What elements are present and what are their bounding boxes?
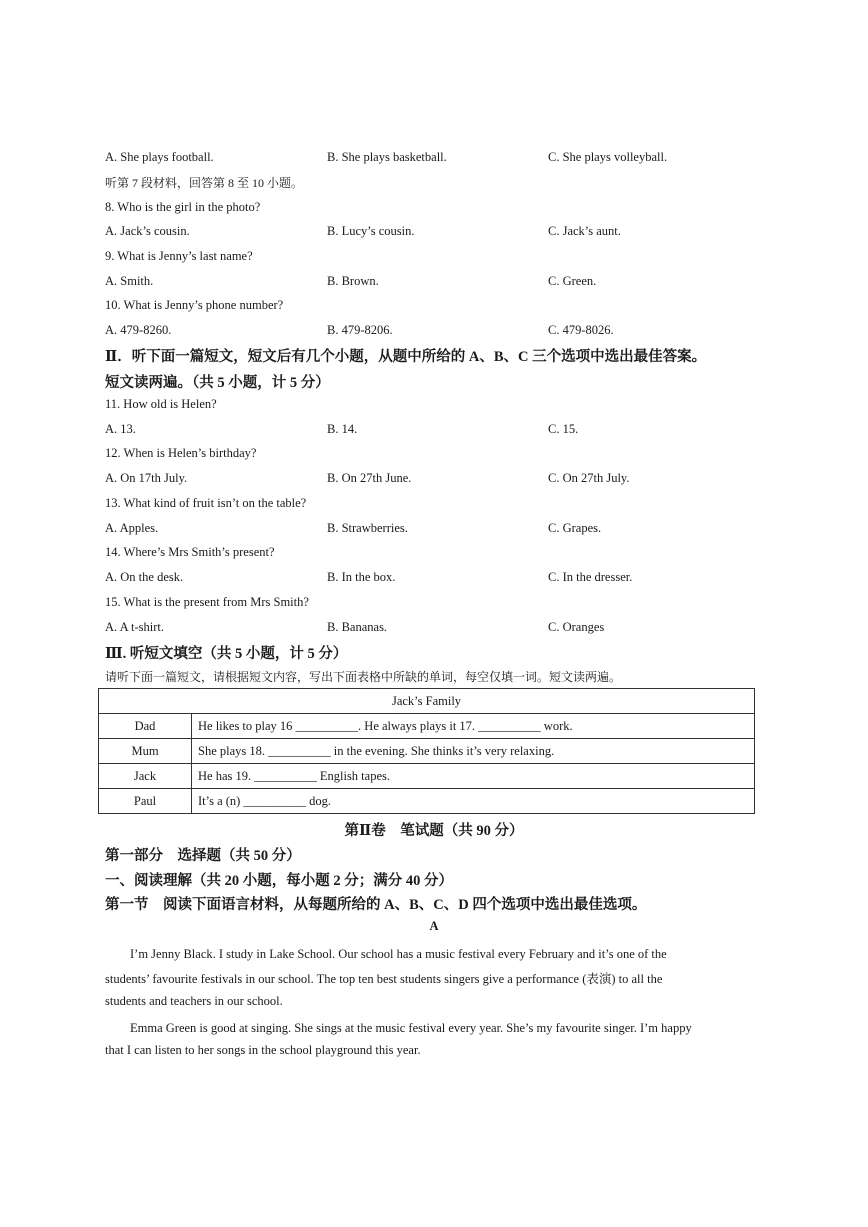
jacks-family-table xyxy=(98,688,755,814)
instruction-8-10: 听第 7 段材料，回答第 8 至 10 小题。 xyxy=(105,176,304,190)
section-3-instruction: 请听下面一篇短文，请根据短文内容，写出下面表格中所缺的单词，每空仅填一词。短文读两遍。 xyxy=(105,670,622,684)
part-2-title: 第Ⅱ卷 笔试题（共 90 分） xyxy=(344,823,524,839)
section-1-title: 第一节 阅读下面语言材料，从每题所给的 A、B、C、D 四个选项中选出最佳选项。 xyxy=(105,897,647,913)
q12-option-b: B. On 27th June. xyxy=(327,471,412,485)
passage-line: Emma Green is good at singing. She sings at the music festival every year. She’s my favourite singer. I’m happy xyxy=(105,1021,692,1035)
q10-option-a: A. 479-8260. xyxy=(105,323,172,337)
table-cell-name: Paul xyxy=(99,789,192,814)
q8-option-a: A. Jack’s cousin. xyxy=(105,224,190,238)
q13-stem: 13. What kind of fruit isn’t on the table? xyxy=(105,496,307,510)
passage-line: students and teachers in our school. xyxy=(105,994,283,1008)
reading-section-title: 一、阅读理解（共 20 小题，每小题 2 分；满分 40 分） xyxy=(105,873,453,889)
passage-line: that I can listen to her songs in the school playground this year. xyxy=(105,1043,421,1057)
q14-option-a: A. On the desk. xyxy=(105,570,184,584)
table-cell-text: He likes to play 16 __________. He always plays it 17. __________ work. xyxy=(192,714,755,739)
section-3-title: Ⅲ. 听短文填空（共 5 小题，计 5 分） xyxy=(105,646,348,662)
q11-option-b: B. 14. xyxy=(327,422,358,436)
passage-line: I’m Jenny Black. I study in Lake School. Our school has a music festival every February and it’s one of the xyxy=(105,947,667,961)
q10-option-b: B. 479-8206. xyxy=(327,323,393,337)
table-title-row xyxy=(99,689,755,714)
q13-option-a: A. Apples. xyxy=(105,521,159,535)
q11-stem: 11. How old is Helen? xyxy=(105,397,217,411)
table-title: Jack’s Family xyxy=(99,689,755,714)
q8-option-c: C. Jack’s aunt. xyxy=(548,224,621,238)
table-row xyxy=(99,764,755,789)
q9-option-a: A. Smith. xyxy=(105,274,154,288)
q7-option-c: C. She plays volleyball. xyxy=(548,150,668,164)
table-cell-text: She plays 18. __________ in the evening. She thinks it’s very relaxing. xyxy=(192,739,755,764)
passage-label: A xyxy=(429,919,439,933)
table-row xyxy=(99,739,755,764)
q15-stem: 15. What is the present from Mrs Smith? xyxy=(105,595,309,609)
q10-option-c: C. 479-8026. xyxy=(548,323,614,337)
q14-stem: 14. Where’s Mrs Smith’s present? xyxy=(105,545,275,559)
section-2-subtitle: 短文读两遍。（共 5 小题，计 5 分） xyxy=(105,375,330,391)
q14-option-b: B. In the box. xyxy=(327,570,396,584)
table-row xyxy=(99,714,755,739)
part-1-title: 第一部分 选择题（共 50 分） xyxy=(105,848,301,864)
q12-option-c: C. On 27th July. xyxy=(548,471,630,485)
table-cell-text: It’s a (n) __________ dog. xyxy=(192,789,755,814)
q12-stem: 12. When is Helen’s birthday? xyxy=(105,446,257,460)
q8-stem: 8. Who is the girl in the photo? xyxy=(105,200,261,214)
q7-option-b: B. She plays basketball. xyxy=(327,150,447,164)
q13-option-b: B. Strawberries. xyxy=(327,521,408,535)
q8-option-b: B. Lucy’s cousin. xyxy=(327,224,415,238)
q15-option-a: A. A t-shirt. xyxy=(105,620,165,634)
q9-stem: 9. What is Jenny’s last name? xyxy=(105,249,253,263)
q11-option-c: C. 15. xyxy=(548,422,579,436)
q12-option-a: A. On 17th July. xyxy=(105,471,188,485)
q9-option-c: C. Green. xyxy=(548,274,597,288)
q15-option-b: B. Bananas. xyxy=(327,620,388,634)
table-cell-name: Mum xyxy=(99,739,192,764)
passage-line: students’ favourite festivals in our school. The top ten best students singers give a performance (表演) to all the xyxy=(105,972,663,986)
q14-option-c: C. In the dresser. xyxy=(548,570,633,584)
q13-option-c: C. Grapes. xyxy=(548,521,602,535)
q11-option-a: A. 13. xyxy=(105,422,136,436)
table-cell-name: Jack xyxy=(99,764,192,789)
table-cell-text: He has 19. __________ English tapes. xyxy=(192,764,755,789)
section-2-title: Ⅱ．听下面一篇短文，短文后有几个小题，从题中所给的 A、B、C 三个选项中选出最佳答案。 xyxy=(105,349,707,365)
table-row xyxy=(99,789,755,814)
q10-stem: 10. What is Jenny’s phone number? xyxy=(105,298,284,312)
q15-option-c: C. Oranges xyxy=(548,620,605,634)
table-cell-name: Dad xyxy=(99,714,192,739)
q7-option-a: A. She plays football. xyxy=(105,150,214,164)
q9-option-b: B. Brown. xyxy=(327,274,379,288)
